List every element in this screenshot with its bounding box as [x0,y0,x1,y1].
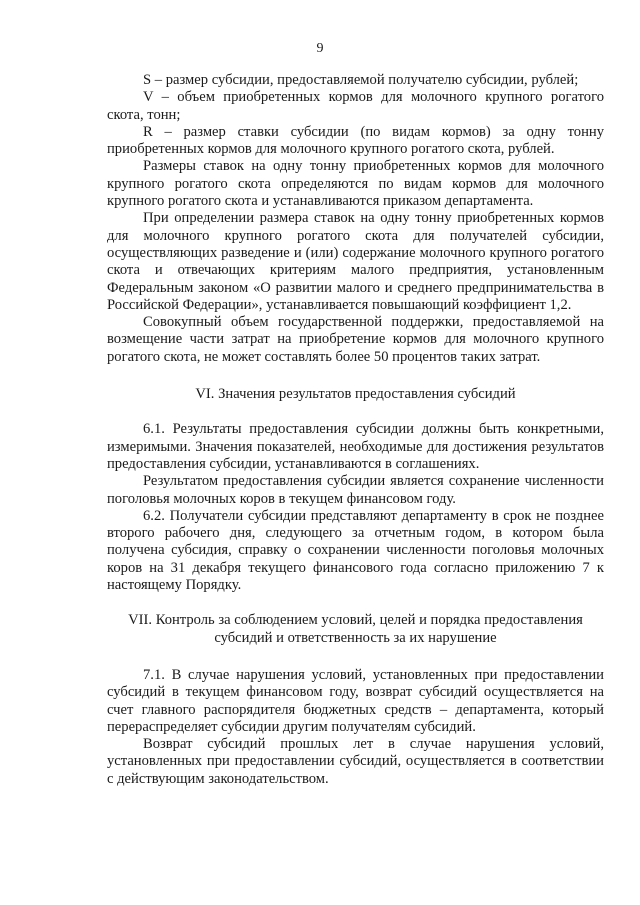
paragraph-s-definition: S – размер субсидии, предоставляемой получателю субсидии, рублей; [143,72,579,88]
paragraph-rates: Размеры ставок на одну тонну приобретенных кормов для молочного крупного рогатого скота определяются по видам кормов для молочного крупного рогатого скота и устанавливаются приказом департамента. [107,158,604,210]
paragraph-7-1: 7.1. В случае нарушения условий, установленных при предоставлении субсидий в текущем финансовом году, возврат субсидий осуществляется на счет главного распорядителя бюджетных средств – департамента, который перераспределяет субсидии другим получателям субсидий. [107,666,604,735]
paragraph-6-2: 6.2. Получатели субсидии представляют департаменту в срок не позднее второго рабочего дня, следующего за отчетным годом, в котором была получена субсидия, справку о сохранении численности поголовья молочных коров на 31 декабря текущего финансового года согласно приложению 7 к настоящему Порядку. [107,507,604,594]
paragraph-6-1: 6.1. Результаты предоставления субсидии должны быть конкретными, измеримыми. Значения показателей, необходимые для достижения результатов предоставления субсидии, устанавливаются в соглашениях. [107,421,604,472]
paragraph-coefficient: При определении размера ставок на одну тонну приобретенных кормов для молочного крупного рогатого скота для получателей субсидии, осуществляющих разведение и (или) содержание молочного крупного рогатого скота и отвечающих критериям малого предприятия, установленным Федеральным законом «О развитии малого и среднего предпринимательства в Российской Федерации», устанавливается повышающий коэффициент 1,2. [107,210,604,313]
section-7-heading: VII. Контроль за соблюдением условий, целей и порядка предоставления субсидий и ответственность за их нарушение [128,612,583,646]
page-number: 9 [316,41,324,56]
paragraph-total-support: Совокупный объем государственной поддержки, предоставляемой на возмещение части затрат на приобретение кормов для молочного крупного рогатого скота, не может составлять более 50 процентов таких затрат. [107,314,604,365]
section-6-heading: VI. Значения результатов предоставления субсидий [195,386,516,403]
paragraph-6-1-result: Результатом предоставления субсидии является сохранение численности поголовья молочных коров в текущем финансовом году. [107,473,604,507]
paragraph-7-1-refund: Возврат субсидий прошлых лет в случае нарушения условий, установленных при предоставлении субсидий, осуществляется в соответствии с действующим законодательством. [107,736,604,787]
document-body [107,72,604,788]
paragraph-v-definition: V – объем приобретенных кормов для молочного крупного рогатого скота, тонн; [107,89,604,123]
paragraph-r-definition: R – размер ставки субсидии (по видам кормов) за одну тонну приобретенных кормов для молочного крупного рогатого скота, рублей. [107,123,604,158]
